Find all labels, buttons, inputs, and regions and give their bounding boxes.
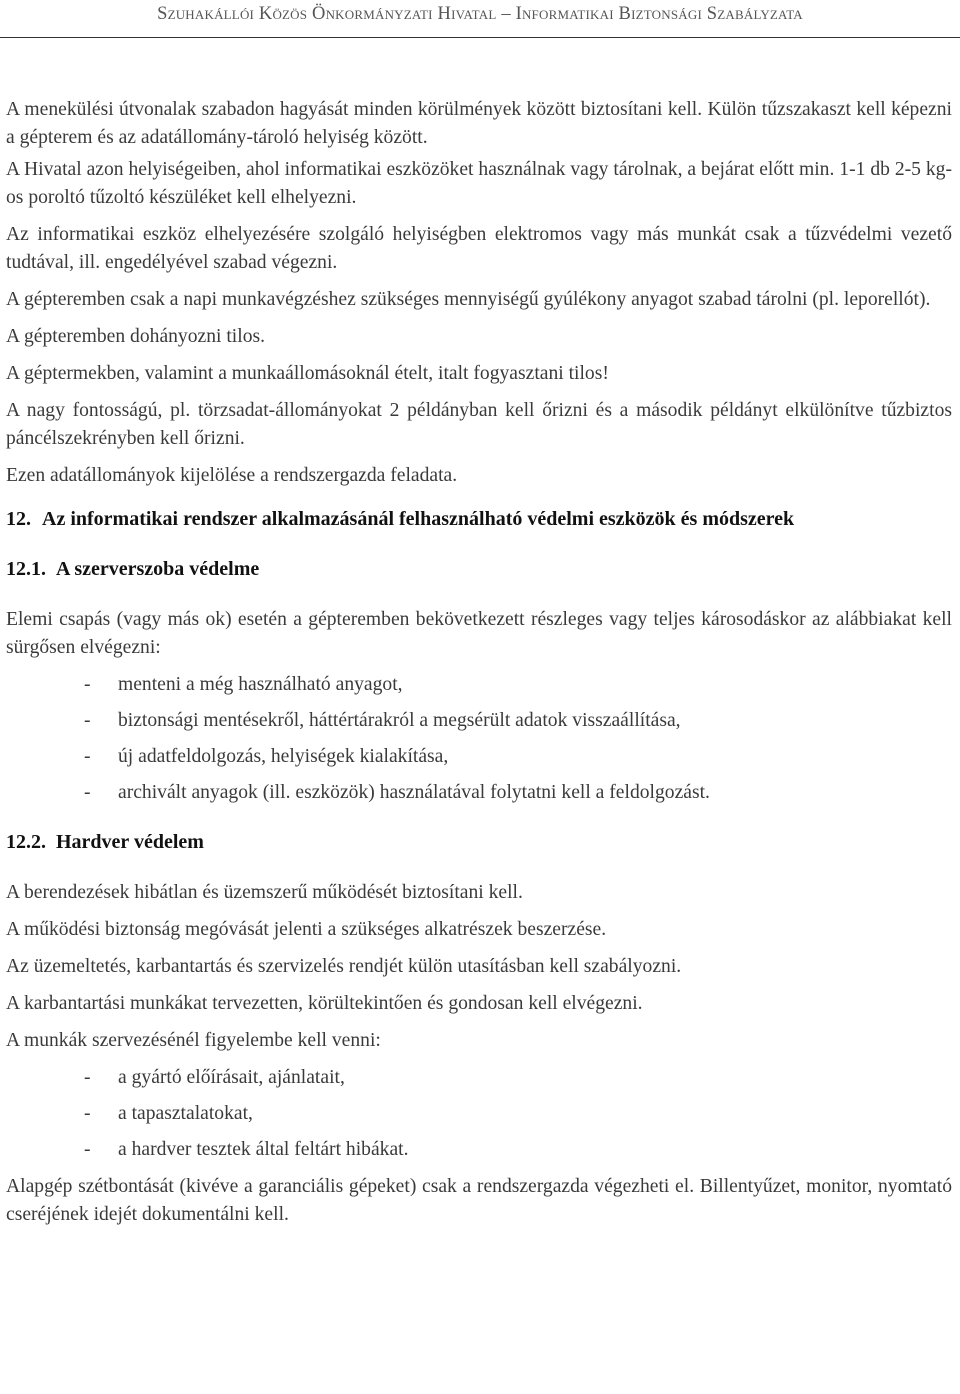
section-12-heading <box>6 505 952 533</box>
paragraph: A géptermekben, valamint a munkaállomásoknál ételt, italt fogyasztani tilos! <box>6 363 609 384</box>
paragraph: A munkák szervezésénél figyelembe kell venni: <box>6 1030 381 1051</box>
page-header: Szuhakállói Közös Önkormányzati Hivatal – Informatikai Biztonsági Szabályzata <box>157 4 803 24</box>
section-12-1-heading <box>6 555 952 583</box>
list-item: - a tapasztalatokat, <box>84 1103 253 1124</box>
list-item: - a hardver tesztek által feltárt hibákat. <box>84 1139 409 1160</box>
maintenance-list <box>6 1064 952 1164</box>
document-body <box>6 96 952 1238</box>
recovery-list <box>6 671 952 807</box>
list-item: - biztonsági mentésekről, háttértárakról a megsérült adatok visszaállítása, <box>84 710 681 731</box>
paragraph: A berendezések hibátlan és üzemszerű működését biztosítani kell. <box>6 882 523 903</box>
list-item: - archivált anyagok (ill. eszközök) használatával folytatni kell a feldolgozást. <box>84 782 710 803</box>
list-item: - új adatfeldolgozás, helyiségek kialakítása, <box>84 746 449 767</box>
paragraph: A menekülési útvonalak szabadon hagyását minden körülmények között biztosítani kell. Külön tűzszakaszt kell képezni a gépterem és az adatállomány-tároló helyiség között. <box>6 99 952 148</box>
paragraph: A karbantartási munkákat tervezetten, körültekintően és gondosan kell elvégezni. <box>6 993 643 1014</box>
section-title: A szerverszoba védelme <box>56 558 260 580</box>
header-rule <box>0 37 960 38</box>
section-title: Az informatikai rendszer alkalmazásánál felhasználható védelmi eszközök és módszerek <box>42 508 795 530</box>
paragraph: A működési biztonság megóvását jelenti a szükséges alkatrészek beszerzése. <box>6 919 607 940</box>
paragraph: A nagy fontosságú, pl. törzsadat-állományokat 2 példányban kell őrizni és a második példányt elkülönítve tűzbiztos páncélszekrényben kell őrizni. <box>6 400 952 449</box>
paragraph: Elemi csapás (vagy más ok) esetén a gépteremben bekövetkezett részleges vagy teljes károsodáskor az alábbiakat kell sürgősen elvégezni: <box>6 609 952 658</box>
paragraph: A Hivatal azon helyiségeiben, ahol informatikai eszközöket használnak vagy tárolnak, a bejárat előtt min. 1-1 db 2-5 kg-os poroltó tűzoltó készüléket kell elhelyezni. <box>6 159 952 208</box>
section-title: Hardver védelem <box>56 831 204 853</box>
list-item: - a gyártó előírásait, ajánlatait, <box>84 1067 345 1088</box>
paragraph: Az üzemeltetés, karbantartás és szervizelés rendjét külön utasításban kell szabályozni. <box>6 956 682 977</box>
list-item: - menteni a még használható anyagot, <box>84 674 403 695</box>
paragraph: Alapgép szétbontását (kivéve a garanciális gépeket) csak a rendszergazda végezheti el. Billentyűzet, monitor, nyomtató cseréjének idejét dokumentálni kell. <box>6 1176 952 1225</box>
section-number: 12.2. <box>6 831 46 853</box>
section-12-2-heading <box>6 828 952 856</box>
paragraph: A gépteremben dohányozni tilos. <box>6 326 266 347</box>
paragraph: A gépteremben csak a napi munkavégzéshez szükséges mennyiségű gyúlékony anyagot szabad tárolni (pl. leporellót). <box>6 289 931 310</box>
paragraph: Ezen adatállományok kijelölése a rendszergazda feladata. <box>6 465 458 486</box>
section-number: 12. <box>6 508 31 530</box>
section-number: 12.1. <box>6 558 46 580</box>
paragraph: Az informatikai eszköz elhelyezésére szolgáló helyiségben elektromos vagy más munkát csak a tűzvédelmi vezető tudtával, ill. engedélyével szabad végezni. <box>6 224 952 273</box>
